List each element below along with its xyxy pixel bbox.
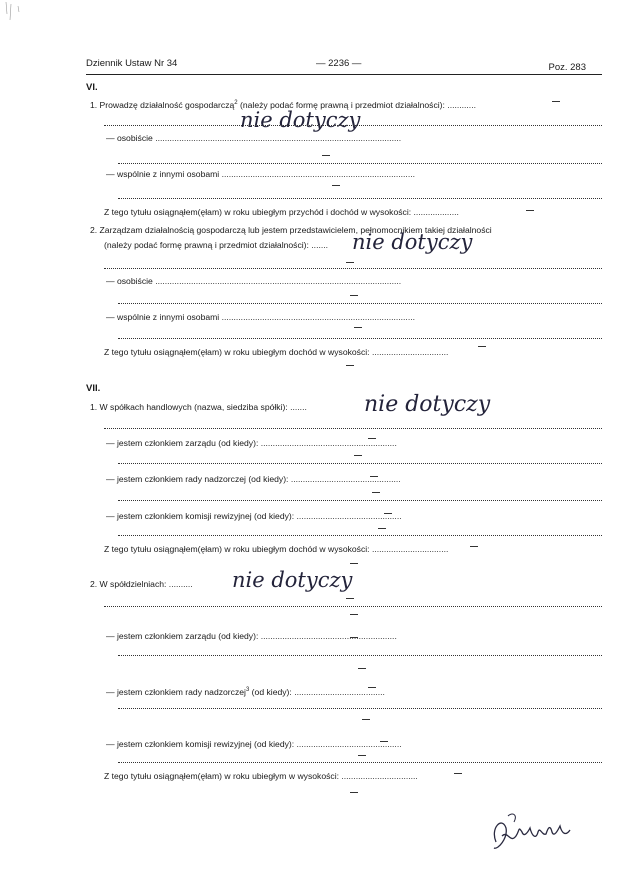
blank-dash	[350, 792, 358, 793]
blank-dash	[354, 455, 362, 456]
answer-line	[118, 708, 602, 709]
vi-item1-label: 1. Prowadzę działalność gospodarczą$^2$ (należy podać formę prawną i przedmiot działalności): ............	[90, 99, 476, 110]
blank-dash	[332, 185, 340, 186]
vii-item1-label: 1. W spółkach handlowych (nazwa, siedziba spółki): .......	[90, 402, 307, 412]
vi-item1-income: Z tego tytułu osiągnąłem(ęłam) w roku ubiegłym przychód i dochód w wysokości: ...................	[104, 207, 459, 217]
blank-dash	[368, 438, 376, 439]
blank-dash	[346, 365, 354, 366]
answer-line	[104, 428, 602, 429]
answer-line	[118, 163, 602, 164]
blank-dash	[350, 637, 358, 638]
answer-line	[118, 303, 602, 304]
handwritten-answer: nie dotyczy	[232, 568, 353, 592]
position-number: Poz. 283	[548, 62, 586, 73]
vi-item2-personally: — osobiście .......................................................................................................	[106, 276, 402, 286]
answer-line	[118, 338, 602, 339]
answer-line	[104, 606, 602, 607]
section-vii-heading: VII.	[86, 383, 101, 394]
blank-dash	[378, 528, 386, 529]
blank-dash	[362, 719, 370, 720]
vi-item2-income: Z tego tytułu osiągnąłem(ęłam) w roku ubiegłym dochód w wysokości: ................................	[104, 347, 449, 357]
answer-line	[118, 500, 602, 501]
blank-dash	[368, 687, 376, 688]
vii-item2-label: 2. W spółdzielniach: ..........	[90, 579, 193, 589]
blank-dash	[322, 155, 330, 156]
vii-item2-income: Z tego tytułu osiągnąłem(ęłam) w roku ubiegłym w wysokości: ................................	[104, 771, 418, 781]
blank-dash	[350, 614, 358, 615]
blank-dash	[470, 546, 478, 547]
section-vi-heading: VI.	[86, 82, 98, 93]
scan-artifact	[0, 0, 28, 30]
answer-line	[118, 463, 602, 464]
journal-title: Dziennik Ustaw Nr 34	[86, 58, 178, 69]
vi-item2-label-cont: (należy podać formę prawną i przedmiot działalności): .......	[104, 240, 329, 250]
page-header	[86, 56, 602, 75]
vi-item1-personally: — osobiście .......................................................................................................	[106, 133, 402, 143]
blank-dash	[552, 101, 560, 102]
blank-dash	[370, 476, 378, 477]
blank-dash	[526, 210, 534, 211]
answer-line	[118, 762, 602, 763]
blank-dash	[354, 327, 362, 328]
vi-item1-jointly: — wspólnie z innymi osobami .................................................................................	[106, 169, 415, 179]
blank-dash	[372, 492, 380, 493]
vii-item2-audit: — jestem członkiem komisji rewizyjnej (od kiedy): ............................................	[106, 739, 402, 749]
vi-item2-label: 2. Zarządzam działalnością gospodarczą lub jestem przedstawicielem, pełnomocnikiem takiej działalności	[90, 225, 492, 235]
vii-item2-board: — jestem członkiem zarządu (od kiedy): .........................................................	[106, 631, 397, 641]
blank-dash	[384, 513, 392, 514]
blank-dash	[350, 295, 358, 296]
vii-item1-audit: — jestem członkiem komisji rewizyjnej (od kiedy): ............................................	[106, 511, 402, 521]
vi-item2-jointly: — wspólnie z innymi osobami .................................................................................	[106, 312, 415, 322]
blank-dash	[380, 741, 388, 742]
signature-image	[488, 806, 580, 858]
answer-line	[118, 655, 602, 656]
answer-line	[104, 268, 602, 269]
blank-dash	[350, 563, 358, 564]
blank-dash	[478, 346, 486, 347]
blank-dash	[454, 773, 462, 774]
answer-line	[104, 125, 602, 126]
blank-dash	[358, 755, 366, 756]
vii-item1-board: — jestem członkiem zarządu (od kiedy): .........................................................	[106, 438, 397, 448]
answer-line	[118, 198, 602, 199]
blank-dash	[346, 262, 354, 263]
blank-dash	[346, 598, 354, 599]
vii-item1-supervisory: — jestem członkiem rady nadzorczej (od kiedy): ..............................................	[106, 474, 401, 484]
blank-dash	[358, 668, 366, 669]
handwritten-answer: nie dotyczy	[352, 230, 473, 254]
page-number: — 2236 —	[316, 58, 362, 69]
answer-line	[118, 535, 602, 536]
handwritten-answer: nie dotyczy	[364, 392, 491, 417]
handwritten-answer: nie dotyczy	[240, 108, 361, 132]
vii-item2-supervisory: — jestem członkiem rady nadzorczej$^3$ (od kiedy): ......................................	[106, 686, 385, 697]
vii-item1-income: Z tego tytułu osiągnąłem(ęłam) w roku ubiegłym dochód w wysokości: ................................	[104, 544, 449, 554]
